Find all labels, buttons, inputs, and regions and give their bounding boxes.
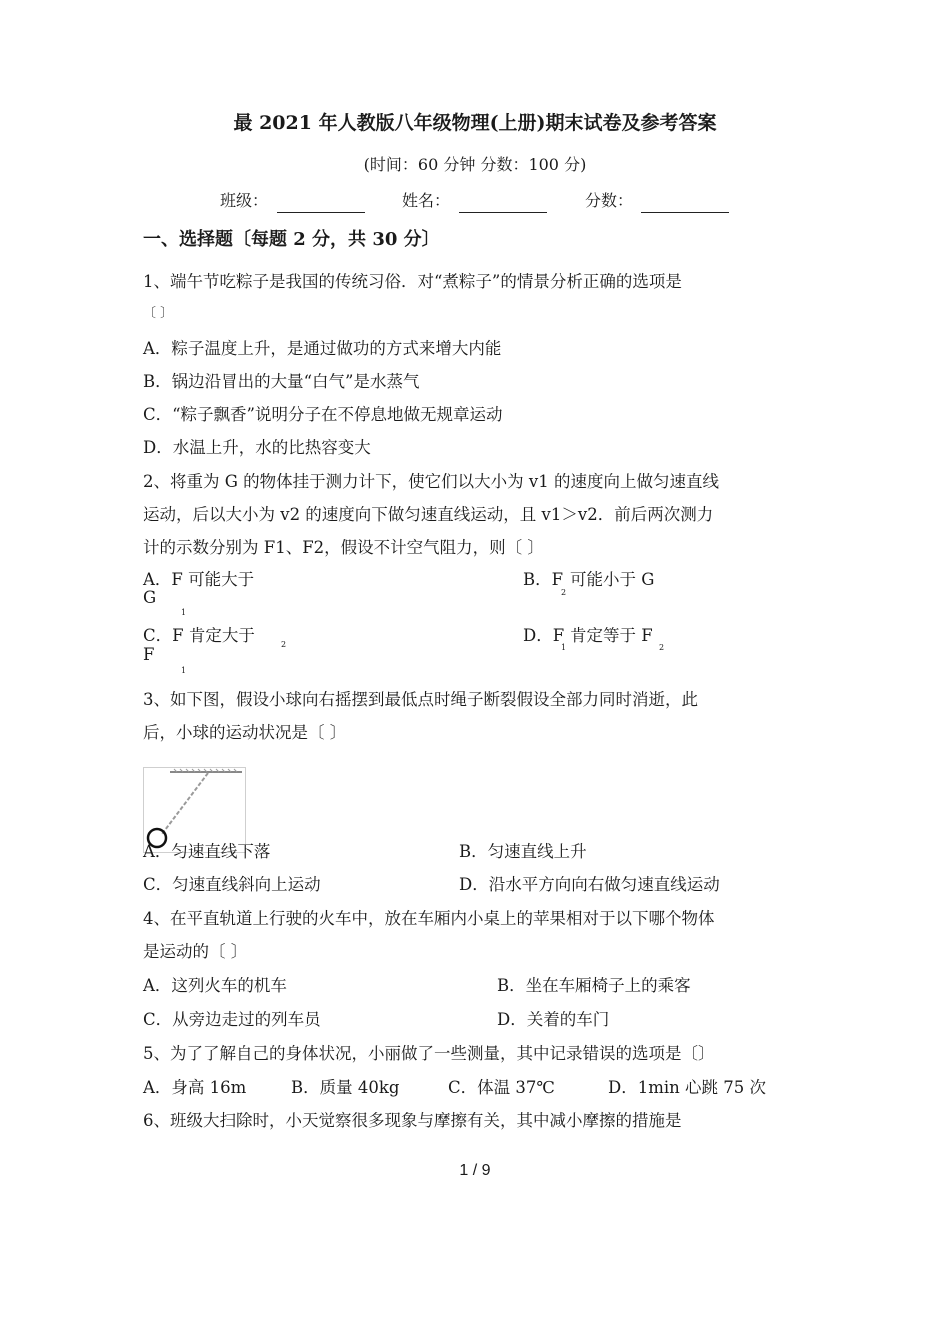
q4-stem-line2: 是运动的〔 〕 (143, 942, 248, 961)
q1-answer-bracket: 〔 〕 (143, 306, 174, 321)
q4-option-a: A．这列火车的机车 (143, 976, 287, 995)
q2-option-b-subscript: 2 (561, 588, 567, 597)
q2-option-b-cont: 可能小于 G (570, 570, 655, 589)
q2-stem-line3: 计的示数分别为 F1、F2，假设不计空气阻力，则〔 〕 (143, 538, 544, 557)
q2-option-a-subscript: 1 (181, 608, 187, 617)
q4-option-b: B．坐在车厢椅子上的乘客 (497, 976, 691, 995)
name-blank[interactable] (459, 212, 547, 213)
q2-option-c-subscript2: 1 (181, 666, 187, 675)
q3-option-c: C．匀速直线斜向上运动 (143, 875, 321, 894)
q3-stem-line2: 后，小球的运动状况是〔 〕 (143, 723, 347, 742)
document-title: 最 2021 年人教版八年级物理(上册)期末试卷及参考答案 (233, 112, 717, 134)
q4-option-d: D．关着的车门 (497, 1010, 610, 1029)
q3-option-a: A．匀速直线下落 (143, 842, 271, 861)
q3-option-b: B．匀速直线上升 (459, 842, 587, 861)
q5-stem: 5、为了了解自己的身体状况，小丽做了一些测量，其中记录错误的选项是〔〕 (143, 1044, 715, 1063)
q2-option-a: A．F 可能大于 (143, 570, 255, 589)
q2-option-a-cont: G (143, 588, 157, 607)
q2-option-c-subscript: 2 (281, 640, 287, 649)
score-label: 分数： (585, 191, 634, 210)
q2-stem-line2: 运动，后以大小为 v2 的速度向下做匀速直线运动，且 v1＞v2．前后两次测力 (143, 505, 714, 524)
q5-option-d: D．1min 心跳 75 次 (608, 1078, 767, 1097)
class-label: 班级： (220, 191, 269, 210)
q2-option-d-cont: 肯定等于 F (570, 626, 653, 645)
q4-stem-line1: 4、在平直轨道上行驶的火车中，放在车厢内小桌上的苹果相对于以下哪个物体 (143, 909, 715, 928)
q4-option-c: C．从旁边走过的列车员 (143, 1010, 321, 1029)
q5-option-c: C．体温 37℃ (448, 1078, 555, 1097)
q3-option-d: D．沿水平方向向右做匀速直线运动 (459, 875, 720, 894)
q5-option-a: A．身高 16m (143, 1078, 247, 1097)
q1-option-b: B．锅边沿冒出的大量“白气”是水蒸气 (143, 372, 420, 391)
q2-option-c-cont: F (143, 645, 155, 664)
page-number: 1 / 9 (459, 1162, 491, 1179)
q2-option-b: B．F (523, 570, 564, 589)
section-heading: 一、选择题〔每题 2 分，共 30 分〕 (143, 229, 440, 250)
class-blank[interactable] (277, 212, 365, 213)
q6-stem: 6、班级大扫除时，小天觉察很多现象与摩擦有关，其中减小摩擦的措施是 (143, 1111, 682, 1130)
q2-option-d-subscript: 1 (561, 643, 567, 652)
q1-stem: 1、端午节吃粽子是我国的传统习俗．对“煮粽子”的情景分析正确的选项是 (143, 272, 682, 291)
q1-option-c: C．“粽子飘香”说明分子在不停息地做无规章运动 (143, 405, 503, 424)
q1-option-d: D．水温上升，水的比热容变大 (143, 438, 371, 457)
q2-option-d: D．F (523, 626, 565, 645)
q2-option-d-subscript2: 2 (659, 643, 665, 652)
name-label: 姓名： (402, 191, 451, 210)
q5-option-b: B．质量 40kg (291, 1078, 400, 1097)
q1-option-a: A．粽子温度上升，是通过做功的方式来增大内能 (143, 339, 502, 358)
rope (162, 773, 208, 834)
exam-time-score: (时间：60 分钟 分数：100 分) (363, 155, 587, 174)
score-blank[interactable] (641, 212, 729, 213)
q3-stem-line1: 3、如下图，假设小球向右摇摆到最低点时绳子断裂假设全部力同时消逝，此 (143, 690, 698, 709)
q2-option-c: C．F 肯定大于 (143, 626, 255, 645)
q2-stem-line1: 2、将重为 G 的物体挂于测力计下，使它们以大小为 v1 的速度向上做匀速直线 (143, 472, 719, 491)
